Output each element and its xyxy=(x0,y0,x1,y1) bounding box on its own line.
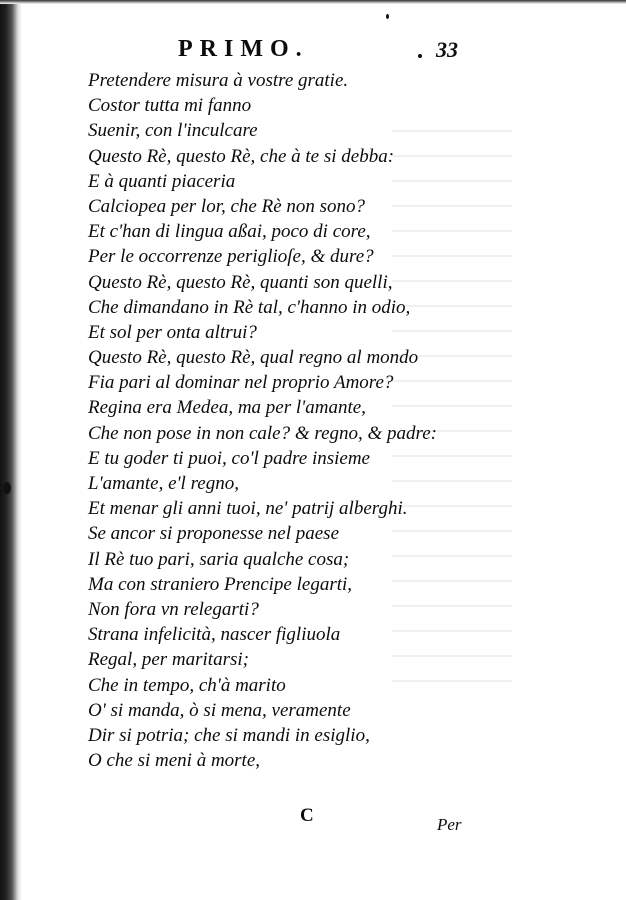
verse-line: Questo Rè, questo Rè, qual regno al mondo xyxy=(88,347,419,369)
verse-line: Questo Rè, questo Rè, che à te si debba: xyxy=(88,145,395,167)
verse-line: Costor tutta mi fanno xyxy=(88,95,252,117)
verse-line: Pretendere misura à vostre gratie. xyxy=(88,70,349,91)
ink-speck xyxy=(386,14,389,19)
verse-line: Per le occorrenze periglioſe, & dure? xyxy=(88,246,374,268)
catchword: Per xyxy=(437,815,462,834)
verse-line: Che non pose in non cale? & regno, & padre: xyxy=(88,422,437,444)
verse-line: Regina era Medea, ma per l'amante, xyxy=(88,397,366,419)
verse-line: Et menar gli anni tuoi, ne' patrij alberghi. xyxy=(88,498,408,520)
verse-line: Suenir, con l'inculcare xyxy=(88,120,258,142)
verse-line: Il Rè tuo pari, saria qualche cosa; xyxy=(88,548,350,570)
verse-line: Ma con straniero Prencipe legarti, xyxy=(88,573,353,595)
verse-line: Regal, per maritarsi; xyxy=(88,649,249,671)
verse-line: E tu goder ti puoi, co'l padre insieme xyxy=(88,447,370,469)
verse-line: O che si meni à morte, xyxy=(88,750,261,772)
verse-text-block xyxy=(88,68,488,773)
verse-line: Che dimandano in Rè tal, c'hanno in odio, xyxy=(88,296,411,318)
running-head: PRIMO. xyxy=(178,36,309,62)
verse-line: E à quanti piaceria xyxy=(88,170,236,192)
verse-line: Che in tempo, ch'à marito xyxy=(88,674,286,696)
header-dot xyxy=(418,54,422,58)
verse-line: Et c'han di lingua aßai, poco di core, xyxy=(88,221,371,243)
page-gutter-shadow xyxy=(0,0,22,900)
page-number: 33 xyxy=(436,37,458,62)
verse-line: Questo Rè, questo Rè, quanti son quelli, xyxy=(88,271,393,293)
verse-line: Fia pari al dominar nel proprio Amore? xyxy=(88,372,394,394)
verse-line: Dir si potria; che si mandi in esiglio, xyxy=(88,724,370,746)
page-top-edge xyxy=(0,0,626,4)
verse-line: Strana infelicità, nascer figliuola xyxy=(88,624,341,646)
ink-speck xyxy=(3,482,11,494)
verse-line: Et sol per onta altrui? xyxy=(88,321,257,343)
verse-line: O' si manda, ò si mena, veramente xyxy=(88,699,351,721)
verse-line: Non fora vn relegarti? xyxy=(88,598,259,620)
verse-line: Calciopea per lor, che Rè non sono? xyxy=(88,195,366,217)
verse-line: Se ancor si proponesse nel paese xyxy=(88,523,339,545)
signature-mark: C xyxy=(300,805,314,826)
page-header xyxy=(0,36,626,70)
verse-line: L'amante, e'l regno, xyxy=(88,473,239,494)
